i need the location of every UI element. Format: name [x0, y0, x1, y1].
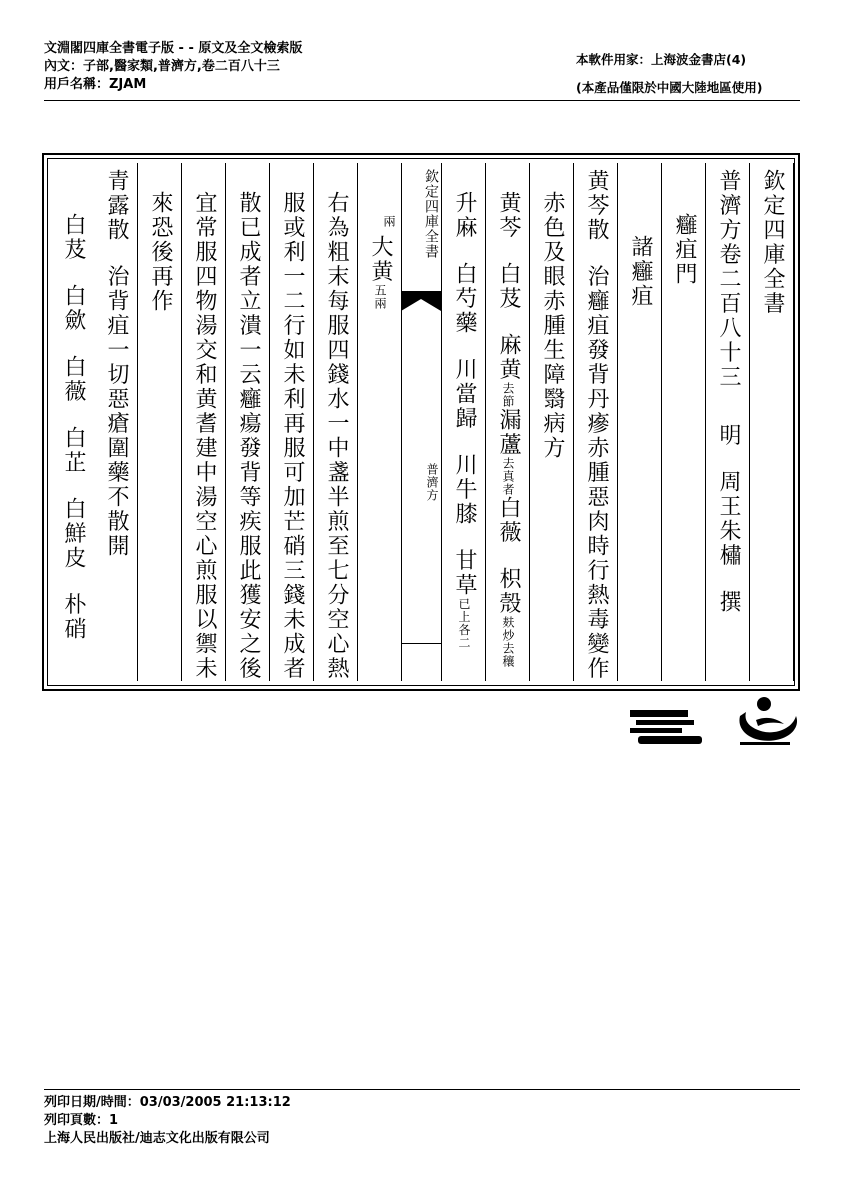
ingredient-list: 大黄五兩: [368, 235, 393, 310]
page-gutter: [401, 163, 442, 681]
text-column: [225, 163, 270, 681]
footer-rule: [44, 1089, 800, 1090]
dragon-emblem-icon: [732, 694, 802, 748]
subsection-heading: 諸癰疽: [628, 235, 653, 309]
text-column: [50, 163, 94, 681]
gutter-section: 普濟方: [425, 463, 439, 502]
instruction-text: 右為粗末每服四錢水一中盞半煎至七分空心熱: [324, 191, 349, 681]
book-title: 欽定四庫全書: [760, 169, 785, 316]
text-column: [749, 163, 794, 681]
instruction-text: 宜常服四物湯交和黄耆建中湯空心煎服以禦未: [192, 191, 217, 681]
header-license: [576, 46, 762, 102]
header-restriction: (本產品僅限於中國大陸地區使用): [576, 80, 763, 95]
text-column: [93, 163, 138, 681]
print-datetime: 列印日期/時間：03/03/2005 21:13:12: [44, 1095, 291, 1110]
header-username: 用戶名稱：ZJAM: [44, 77, 147, 92]
header-rule: [44, 100, 800, 101]
page-inner-frame: [47, 158, 795, 686]
text-column: [269, 163, 314, 681]
footer-info: [44, 1094, 291, 1148]
text-column: [181, 163, 226, 681]
text-column: [313, 163, 358, 681]
text-column: [617, 163, 662, 681]
publisher-name: 上海人民出版社/迪志文化出版有限公司: [44, 1131, 270, 1146]
publisher-logo-icon: [630, 710, 702, 744]
header-licensee: 本軟件用家：上海波金書店(4): [576, 52, 747, 67]
annotation: 兩: [382, 215, 396, 228]
annotation: 去真者: [501, 457, 515, 496]
instruction-text: 服或利一二行如未利再服可加芒硝三錢未成者: [280, 191, 305, 681]
annotation: 麸炒去穰: [501, 616, 515, 668]
annotation: 去節: [501, 382, 515, 408]
instruction-text: 來恐後再作: [148, 191, 173, 314]
annotation: 已上各二: [457, 597, 471, 650]
text-column: [573, 163, 618, 681]
page-frame: [42, 153, 800, 691]
recipe-description: 赤色及眼赤腫生障翳病方: [540, 191, 565, 461]
instruction-text: 散已成者立潰一云癰瘍發背等疾服此獲安之後: [236, 191, 261, 681]
header-edition: 文淵閣四庫全書電子版 - - 原文及全文檢索版: [44, 41, 303, 56]
ingredient-list: 升麻白芍藥川當歸川牛膝甘草已上各二: [452, 191, 477, 650]
chapter-title: 普濟方卷二百八十三明周王朱橚撰: [716, 169, 741, 615]
recipe-title: 黄芩散治癰疽發背丹瘮赤腫惡肉時行熱毒變作: [584, 169, 609, 681]
ingredient-list: 黄芩白芨麻黄去節漏蘆去真者白薇枳殼麸炒去穰: [496, 191, 521, 668]
text-column: [661, 163, 706, 681]
print-page-count: 列印頁數：1: [44, 1113, 119, 1128]
ingredient-list: 白芨白歛白薇白芷白鮮皮朴硝: [61, 213, 86, 642]
header-info: [44, 40, 302, 94]
annotation: 五兩: [373, 284, 387, 310]
text-column: [441, 163, 486, 681]
text-column: [137, 163, 182, 681]
gutter-book-title: 欽定四庫全書: [423, 169, 439, 259]
fishtail-mark-icon: [401, 291, 441, 311]
gutter-rule: [401, 643, 441, 644]
text-column: [357, 163, 402, 681]
header-content-path: 內文：子部,醫家類,普濟方,卷二百八十三: [44, 59, 280, 74]
text-column: [485, 163, 530, 681]
section-heading: 癰疽門: [672, 213, 697, 287]
text-column: [705, 163, 750, 681]
text-column: [529, 163, 574, 681]
recipe-title: 青露散治背疽一切惡瘡圍藥不散開: [104, 169, 129, 559]
